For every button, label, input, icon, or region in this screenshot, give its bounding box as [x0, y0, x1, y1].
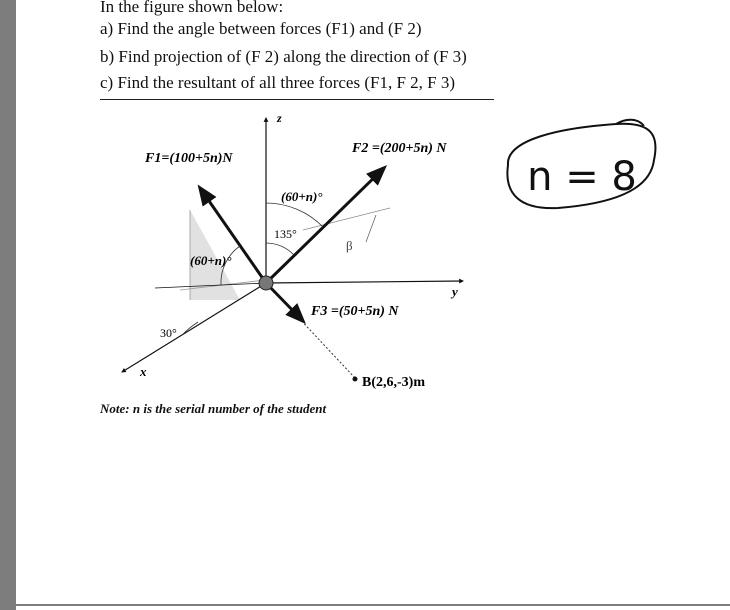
- angle-arc-30: [182, 322, 198, 335]
- question-part-b: b) Find projection of (F 2) along the direction of (F 3): [100, 47, 467, 66]
- beta-guide: [366, 215, 376, 242]
- force-diagram: [100, 100, 490, 420]
- angle-arc-135: [266, 243, 294, 255]
- f2-projection-line: [303, 208, 390, 230]
- angle-30-label: 30°: [160, 326, 177, 340]
- z-axis-label: z: [277, 111, 282, 125]
- y-axis: [266, 281, 463, 283]
- origin-point: [259, 276, 273, 290]
- note-text: Note: n is the serial number of the student: [100, 401, 327, 416]
- bottom-edge-line: [16, 604, 730, 606]
- f3-label: F3 =(50+5n) N: [311, 304, 399, 319]
- angle-left-label: (60+n)°: [190, 253, 232, 268]
- angle-arc-top: [266, 203, 323, 227]
- point-b-dot: [353, 377, 358, 382]
- angle-top-label: (60+n)°: [281, 189, 323, 204]
- question-intro: In the figure shown below:: [100, 0, 284, 16]
- handwritten-n-equals-8: n = 8: [527, 154, 637, 200]
- point-b-label: B(2,6,-3)m: [362, 375, 425, 390]
- handwritten-annotation: [498, 110, 668, 220]
- y-axis-label: y: [452, 284, 458, 299]
- f2-arrow: [266, 168, 384, 283]
- angle-135-label: 135°: [274, 227, 297, 241]
- left-edge-bar: [0, 0, 16, 610]
- f3-arrow: [266, 283, 303, 321]
- beta-label: β: [346, 238, 353, 253]
- x-axis-label: x: [140, 364, 147, 379]
- question-part-a: a) Find the angle between forces (F1) and (F 2): [100, 19, 422, 38]
- f2-label: F2 =(200+5n) N: [352, 141, 447, 156]
- question-part-c: c) Find the resultant of all three forces (F1, F 2, F 3): [100, 73, 456, 92]
- f1-label: F1=(100+5n)N: [145, 151, 233, 166]
